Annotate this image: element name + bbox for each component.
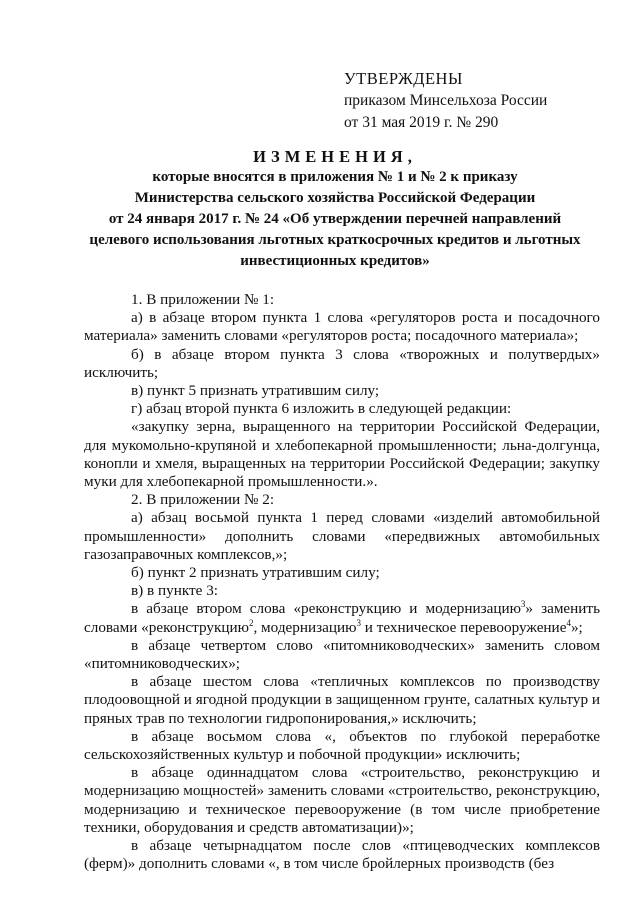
approval-stamp	[344, 68, 614, 134]
paragraph-quote: «закупку зерна, выращенного на территории Российской Федерации, для мукомольно-крупяной и хлебопекарной промышленности; льна-долгунца, конопли и хмеля, выращенных на территории Российской Федерации; закупку муки для хлебопекарной промышленности.».	[84, 418, 600, 491]
approval-title: УТВЕРЖДЕНЫ	[344, 69, 463, 88]
footnote-mark: 3	[520, 599, 526, 610]
paragraph: а) абзац восьмой пункта 1 перед словами «изделий автомобильной промышленности» дополнить словами «передвижных автомобильных газозаправочных комплексов,»;	[84, 509, 600, 563]
paragraph-with-footnotes	[84, 600, 600, 636]
paragraph: г) абзац второй пункта 6 изложить в следующей редакции:	[131, 400, 512, 418]
paragraph: в абзаце четвертом слово «питомниководческих» заменить словом «питомниководческих»;	[84, 636, 600, 673]
text-run: » заменить словами «реконструкцию	[84, 600, 600, 636]
paragraph: в абзаце четырнадцатом после слов «птицеводческих комплексов (ферм)» дополнить словами «, в том числе бройлерных производств (без	[84, 837, 600, 873]
paragraph: б) в абзаце втором пункта 3 слова «творожных и полутвердых» исключить;	[84, 345, 600, 381]
document-heading	[80, 146, 590, 272]
footnote-mark: 3	[356, 617, 361, 628]
paragraph-section-2: 2. В приложении № 2:	[131, 491, 275, 509]
heading-line: которые вносятся в приложения № 1 и № 2 к приказу	[152, 169, 518, 185]
document-body	[84, 291, 600, 874]
text-run: в абзаце втором слова «реконструкцию и модернизацию	[131, 600, 521, 618]
approval-order-line: приказом Минсельхоза России	[344, 92, 548, 109]
text-run: »;	[570, 618, 583, 636]
footnote-mark: 2	[248, 617, 254, 628]
paragraph: в абзаце восьмом слова «, объектов по глубокой переработке сельскохозяйственных культур и побочной продукции» исключить;	[84, 727, 600, 764]
heading-line: Министерства сельского хозяйства Российской Федерации	[134, 190, 536, 206]
approval-date-line: от 31 мая 2019 г. № 290	[344, 114, 499, 131]
text-run: и техническое перевооружение	[360, 618, 567, 636]
paragraph: в абзаце шестом слова «тепличных комплексов по производству плодоовощной и ягодной продукции в защищенном грунте, салатных культур и пряных трав по технологии гидропонирования,» исключить;	[84, 673, 600, 727]
text-run: , модернизацию	[253, 618, 357, 636]
paragraph: в) в пункте 3:	[131, 582, 219, 600]
footnote-mark: 4	[566, 617, 571, 628]
paragraph: в абзаце одиннадцатом слова «строительство, реконструкцию и модернизацию мощностей» заменить словами «строительство, реконструкцию, модернизацию и техническое перевооружение (в том числе приобретение техники, оборудования и средств автоматизации)»;	[84, 764, 600, 836]
heading-line: инвестиционных кредитов»	[240, 253, 430, 269]
paragraph: б) пункт 2 признать утратившим силу;	[131, 564, 380, 582]
paragraph: а) в абзаце втором пункта 1 слова «регуляторов роста и посадочного материала» заменить словами «регуляторов роста; посадочного материала»;	[84, 309, 600, 345]
heading-line: от 24 января 2017 г. № 24 «Об утверждении перечней направлений	[108, 211, 562, 227]
paragraph: в) пункт 5 признать утратившим силу;	[131, 382, 380, 400]
heading-line: целевого использования льготных краткосрочных кредитов и льготных	[89, 232, 581, 248]
paragraph-section-1: 1. В приложении № 1:	[131, 291, 275, 308]
heading-title: ИЗМЕНЕНИЯ,	[253, 147, 417, 166]
